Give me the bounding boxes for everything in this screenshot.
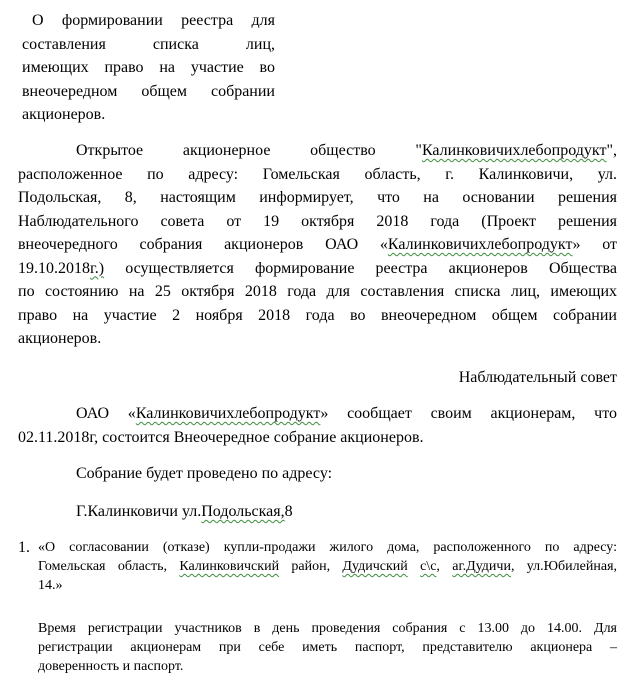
registration-line: доверенность и паспорт.: [38, 659, 184, 674]
registration-line: Время регистрации участников в день проведения собрания с 13.00 до 14.00. Для: [38, 621, 617, 636]
title-line: имеющих право на участие во: [22, 59, 275, 76]
notice-paragraph: [18, 139, 617, 351]
title-line: О формировании реестра для: [32, 12, 275, 29]
agenda-line: Гомельская область, Калинковичский район, Дудичский с\с, аг.Дудичи, ул.Юбилейная,: [38, 559, 618, 574]
company-name: Калинковичихлебопродукт: [135, 405, 321, 422]
paragraph-line: Наблюдательного совета от 19 октября 2018 года (Проект решения: [18, 212, 617, 230]
paragraph-line: право на участие 2 ноября 2018 года во внеочередном общем собрании: [18, 306, 617, 324]
title-line: внеочередном общем собрании: [22, 82, 275, 100]
title-line: акционеров.: [22, 106, 106, 123]
registration-line: регистрации акционерам при себе иметь паспорт, представителю акционера –: [38, 640, 617, 655]
agenda-item-number: 1.: [18, 539, 30, 556]
paragraph-line: акционеров.: [18, 330, 102, 347]
paragraph-line: ОАО «Калинковичихлебопродукт» сообщает своим акционерам, что: [76, 405, 617, 422]
paragraph-line: Подольская, 8, настоящим информирует, что на основании решения: [18, 189, 617, 206]
paragraph-line: по состоянию на 25 октября 2018 года для составления списка лиц, имеющих: [18, 283, 617, 300]
title-line: составления списка лиц,: [22, 35, 275, 53]
paragraph-line: внеочередного собрания акционеров ОАО «Калинковичихлебопродукт» от: [18, 236, 618, 253]
meeting-notice: [18, 402, 617, 449]
registration-info: [38, 619, 617, 676]
agenda-line: 14.»: [38, 578, 63, 593]
address-intro: Собрание будет проведено по адресу:: [76, 465, 333, 482]
document-title: [22, 9, 275, 127]
agenda-item: [38, 538, 617, 595]
paragraph-line: расположенное по адресу: Гомельская область, г. Калинковичи, ул.: [18, 165, 617, 183]
company-name: Калинковичихлебопродукт: [387, 236, 573, 253]
paragraph-line: 19.10.2018г.) осуществляется формирование реестра акционеров Общества: [18, 259, 617, 277]
agenda-line: «О согласовании (отказе) купли-продажи жилого дома, расположенного по адресу:: [38, 540, 617, 555]
meeting-address: Г.Калинковичи ул.Подольская,8: [76, 503, 293, 520]
paragraph-line: 02.11.2018г, состоится Внеочередное собрание акционеров.: [18, 428, 424, 446]
signature: Наблюдательный совет: [458, 369, 617, 386]
paragraph-line: Открытое акционерное общество "Калинковичихлебопродукт",: [76, 142, 617, 159]
company-name: Калинковичихлебопродукт: [421, 142, 607, 159]
